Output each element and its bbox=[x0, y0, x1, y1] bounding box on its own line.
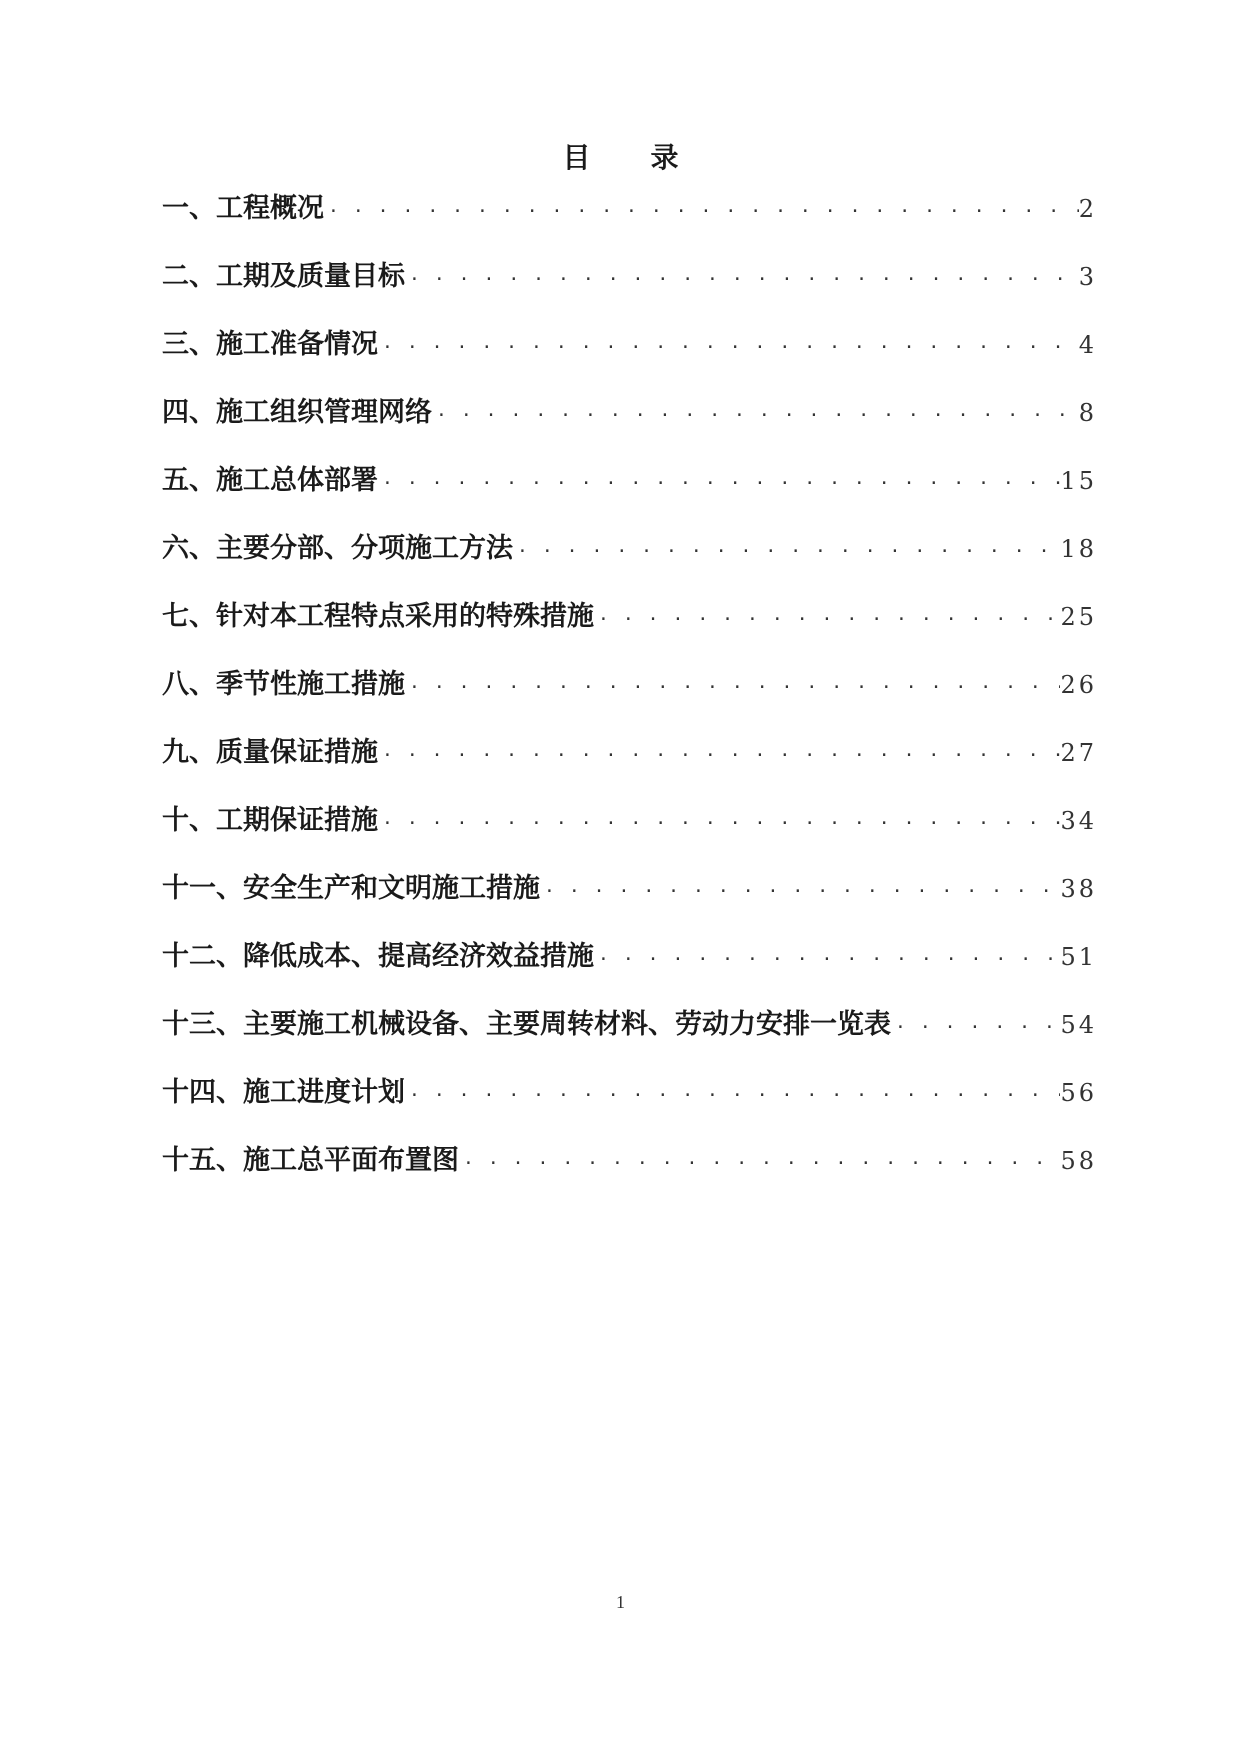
toc-entry-page: 25 bbox=[1060, 603, 1097, 631]
toc-entry-page: 4 bbox=[1078, 331, 1097, 359]
toc-entry[interactable] bbox=[162, 597, 1097, 665]
toc-entry[interactable] bbox=[162, 1005, 1097, 1073]
toc-entry[interactable] bbox=[162, 393, 1097, 461]
toc-entry-page: 3 bbox=[1078, 263, 1097, 291]
toc-dot-leader bbox=[405, 668, 1060, 708]
toc-entry-label: 三、施工准备情况 bbox=[162, 329, 378, 360]
toc-dot-leader bbox=[378, 804, 1060, 844]
toc-dot-leader bbox=[378, 328, 1079, 368]
toc-list bbox=[162, 189, 1097, 1209]
toc-entry[interactable] bbox=[162, 257, 1097, 325]
toc-entry-label: 一、工程概况 bbox=[162, 193, 324, 224]
toc-title bbox=[0, 138, 1241, 178]
toc-entry-page: 34 bbox=[1060, 807, 1097, 835]
toc-entry[interactable] bbox=[162, 461, 1097, 529]
toc-entry-page: 15 bbox=[1060, 467, 1097, 495]
toc-entry-page: 18 bbox=[1060, 535, 1097, 563]
toc-entry-label: 五、施工总体部署 bbox=[162, 465, 378, 496]
toc-entry-page: 56 bbox=[1060, 1079, 1097, 1107]
toc-entry[interactable] bbox=[162, 189, 1097, 257]
toc-entry[interactable] bbox=[162, 325, 1097, 393]
page-number: 1 bbox=[616, 1592, 625, 1612]
toc-entry-page: 2 bbox=[1078, 195, 1097, 223]
toc-entry-label: 二、工期及质量目标 bbox=[162, 261, 405, 292]
toc-entry-page: 38 bbox=[1060, 875, 1097, 903]
toc-entry[interactable] bbox=[162, 869, 1097, 937]
toc-title-part2: 录 bbox=[650, 141, 679, 174]
toc-entry-page: 51 bbox=[1060, 943, 1097, 971]
toc-dot-leader bbox=[594, 940, 1060, 980]
toc-entry-page: 54 bbox=[1060, 1011, 1097, 1039]
toc-entry-page: 26 bbox=[1060, 671, 1097, 699]
toc-entry-page: 8 bbox=[1078, 399, 1097, 427]
toc-dot-leader bbox=[405, 260, 1079, 300]
toc-entry-label: 四、施工组织管理网络 bbox=[162, 397, 432, 428]
toc-entry[interactable] bbox=[162, 665, 1097, 733]
toc-entry[interactable] bbox=[162, 1073, 1097, 1141]
toc-entry[interactable] bbox=[162, 529, 1097, 597]
toc-entry-page: 58 bbox=[1060, 1147, 1097, 1175]
toc-entry-label: 十二、降低成本、提高经济效益措施 bbox=[162, 941, 594, 972]
toc-dot-leader bbox=[594, 600, 1060, 640]
toc-dot-leader bbox=[405, 1076, 1060, 1116]
toc-entry-label: 七、针对本工程特点采用的特殊措施 bbox=[162, 601, 594, 632]
toc-dot-leader bbox=[432, 396, 1079, 436]
toc-title-part1: 目 bbox=[562, 141, 591, 174]
toc-entry-label: 十四、施工进度计划 bbox=[162, 1077, 405, 1108]
toc-dot-leader bbox=[891, 1008, 1060, 1048]
toc-entry-label: 六、主要分部、分项施工方法 bbox=[162, 533, 513, 564]
toc-entry-label: 十、工期保证措施 bbox=[162, 805, 378, 836]
toc-dot-leader bbox=[378, 736, 1060, 776]
toc-dot-leader bbox=[459, 1144, 1060, 1184]
toc-entry[interactable] bbox=[162, 1141, 1097, 1209]
toc-entry[interactable] bbox=[162, 937, 1097, 1005]
toc-dot-leader bbox=[324, 192, 1079, 232]
toc-dot-leader bbox=[378, 464, 1060, 504]
toc-entry[interactable] bbox=[162, 733, 1097, 801]
toc-entry-label: 十五、施工总平面布置图 bbox=[162, 1145, 459, 1176]
toc-entry-page: 27 bbox=[1060, 739, 1097, 767]
toc-entry-label: 十三、主要施工机械设备、主要周转材料、劳动力安排一览表 bbox=[162, 1009, 891, 1040]
toc-dot-leader bbox=[540, 872, 1060, 912]
toc-dot-leader bbox=[513, 532, 1060, 572]
toc-entry[interactable] bbox=[162, 801, 1097, 869]
toc-entry-label: 九、质量保证措施 bbox=[162, 737, 378, 768]
toc-entry-label: 十一、安全生产和文明施工措施 bbox=[162, 873, 540, 904]
toc-entry-label: 八、季节性施工措施 bbox=[162, 669, 405, 700]
